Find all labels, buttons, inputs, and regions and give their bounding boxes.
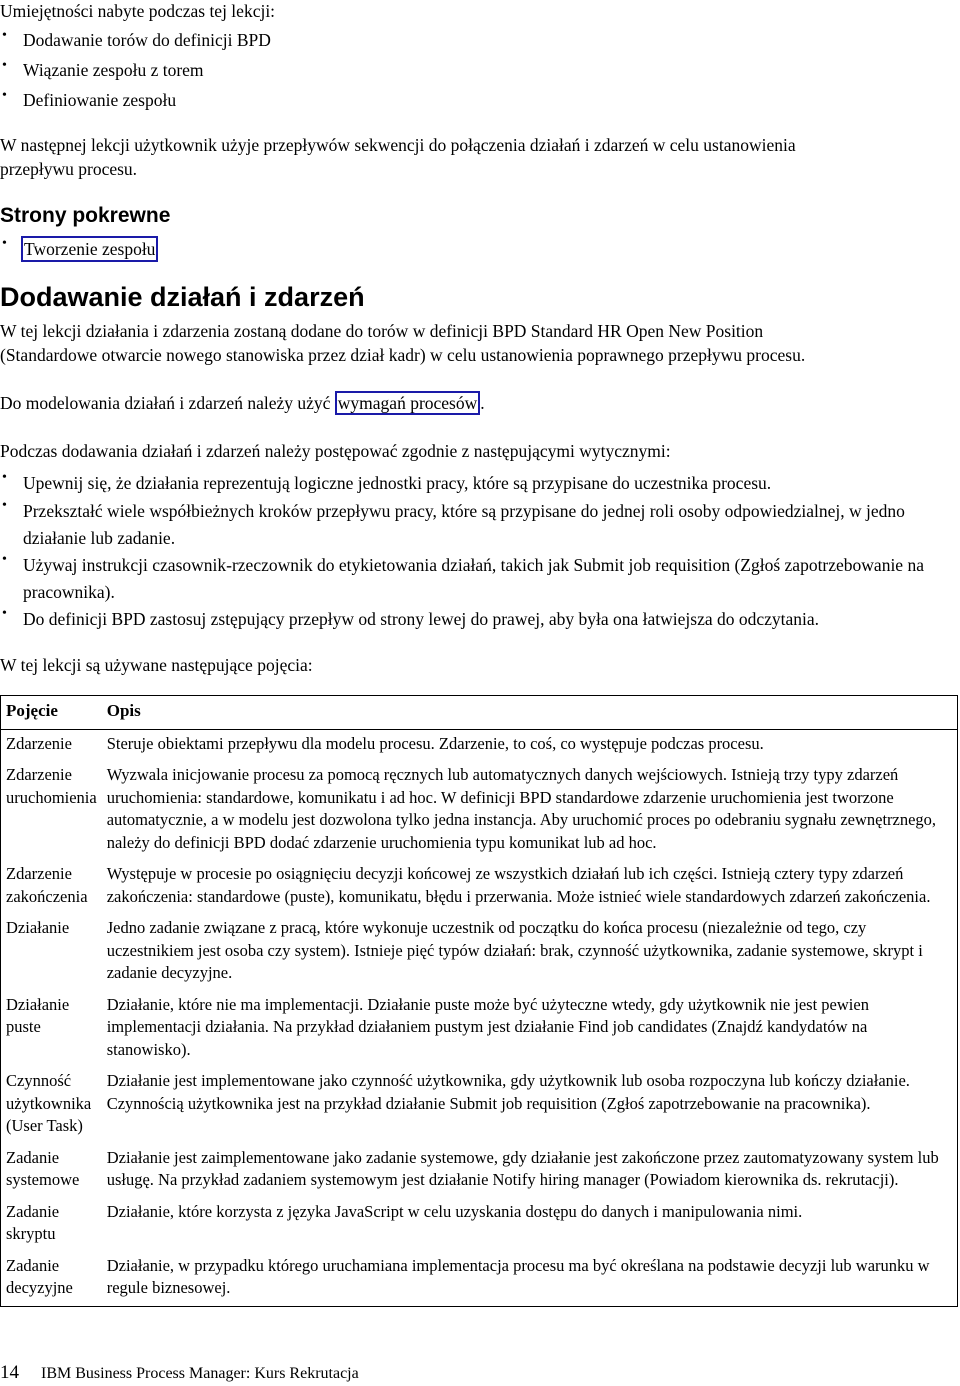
bullet-icon: •	[2, 58, 7, 73]
related-page-link[interactable]: Tworzenie zespołu	[21, 236, 158, 262]
desc-cell: Działanie, które korzysta z języka JavaScript w celu uzyskania dostępu do danych i manipulowania nimi.	[106, 1201, 803, 1221]
page-footer	[0, 1362, 359, 1384]
list-item	[0, 88, 960, 112]
term-cell: Działanie puste	[6, 994, 70, 1036]
table-row	[1, 860, 958, 914]
modeling-text	[0, 392, 960, 414]
table-row	[1, 914, 958, 991]
list-item-text: Dodawanie torów do definicji BPD	[23, 30, 271, 50]
desc-cell: Działanie, w przypadku którego uruchamiana implementacja procesu ma być określana na podstawie decyzji lub warunku w regule biznesowej.	[106, 1255, 930, 1297]
table-row	[1, 991, 958, 1068]
skills-heading: Umiejętności nabyte podczas tej lekcji:	[0, 1, 276, 21]
list-item-text: Do definicji BPD zastosuj zstępujący przepływ od strony lewej do prawej, aby była ona łatwiejsza do odczytania.	[23, 609, 820, 629]
desc-cell: Działanie jest implementowane jako czynność użytkownika, gdy użytkownik lub osoba rozpoczyna lub kończy działanie. Czynnością użytkownika jest na przykład działanie Submit job requisition (Zgłoś zapotrzebowanie na pracownika).	[106, 1071, 910, 1113]
desc-cell: Jedno zadanie związane z pracą, które wykonuje uczestnik od początku do końca procesu (niezależnie od tego, czy uczestnikiem jest osoba czy system). Istnieje pięć typów działań: brak, czynność użytkownika, zadanie systemowe, skrypt i zadanie decyzyjne.	[106, 918, 923, 982]
table-row	[1, 1067, 958, 1144]
process-requirements-link[interactable]: wymagań procesów	[335, 391, 480, 415]
term-cell: Czynność użytkownika (User Task)	[6, 1071, 92, 1135]
term-cell: Zadanie systemowe	[6, 1147, 80, 1189]
desc-cell: Działanie, które nie ma implementacji. Działanie puste może być użyteczne wtedy, gdy użytkownik nie jest pewien implementacji działania. Na przykład działaniem pustym jest działanie Find job candidates (Znajdź kandydatów na stanowisko).	[106, 994, 869, 1059]
next-lesson-text-cont: przepływu procesu.	[0, 159, 138, 179]
table-row	[1, 729, 958, 761]
section-title: Dodawanie działań i zdarzeń	[0, 282, 365, 312]
guidelines-intro: Podczas dodawania działań i zdarzeń należy postępować zgodnie z następującymi wytycznymi:	[0, 441, 671, 461]
book-title: IBM Business Process Manager: Kurs Rekrutacja	[41, 1365, 359, 1382]
bullet-icon: •	[2, 88, 7, 103]
table-row	[1, 761, 958, 860]
table-row	[1, 1198, 958, 1252]
modeling-suffix: .	[480, 393, 485, 413]
table-header-row	[1, 696, 958, 730]
list-item	[0, 58, 960, 82]
desc-cell: Wyzwala inicjowanie procesu za pomocą ręcznych lub automatycznych danych wejściowych. Istnieją trzy typy zdarzeń uruchomienia: standardowe, komunikatu i ad hoc. W definicji BPD standardowe zdarzenie uruchomienia jest tworzone automatycznie, a w modelu jest dozwolona tylko jedna instancja. Aby uruchomić proces po odebraniu sygnału zewnętrznego, należy do definicji BPD dodać zdarzenie uruchomienia typu komunikat lub ad hoc.	[106, 765, 937, 852]
next-lesson-text: W następnej lekcji użytkownik użyje przepływów sekwencji do połączenia działań i zdarzeń w celu ustanowienia	[0, 135, 796, 155]
list-item-text: Wiązanie zespołu z torem	[23, 60, 204, 80]
table-row	[1, 1144, 958, 1198]
bullet-icon: •	[2, 236, 7, 251]
desc-cell: Występuje w procesie po osiągnięciu decyzji końcowej ze wszystkich działań lub ich części. Istnieją cztery typy zdarzeń zakończenia: standardowe (puste), komunikatu, błędu i przerwania. Może istnieć wiele standardowych zdarzeń zakończenia.	[106, 864, 931, 906]
related-pages-heading: Strony pokrewne	[0, 204, 171, 227]
modeling-prefix: Do modelowania działań i zdarzeń należy użyć	[0, 393, 331, 413]
related-link-item	[0, 236, 960, 262]
table-header-term: Pojęcie	[6, 701, 58, 720]
term-cell: Zadanie skryptu	[6, 1201, 60, 1243]
bullet-icon: •	[2, 470, 7, 485]
bullet-icon: •	[2, 498, 7, 513]
bullet-icon: •	[2, 28, 7, 43]
list-item	[0, 28, 960, 52]
table-row	[1, 1252, 958, 1307]
terms-table	[0, 695, 958, 1307]
section-intro-cont: (Standardowe otwarcie nowego stanowiska przez dział kadr) w celu ustanowienia poprawnego przepływu procesu.	[0, 345, 806, 365]
section-intro: W tej lekcji działania i zdarzenia zostaną dodane do torów w definicji BPD Standard HR Open New Position	[0, 321, 764, 341]
list-item-text: Przekształć wiele współbieżnych kroków przepływu pracy, które są przypisane do jednej roli osoby odpowiedzialnej, w jedno działanie lub zadanie.	[23, 501, 905, 548]
list-item-text: Upewnij się, że działania reprezentują logiczne jednostki pracy, które są przypisane do uczestnika procesu.	[23, 473, 772, 493]
term-cell: Zdarzenie uruchomienia	[6, 765, 97, 807]
desc-cell: Steruje obiektami przepływu dla modelu procesu. Zdarzenie, to coś, co występuje podczas procesu.	[106, 733, 764, 753]
table-header-desc: Opis	[106, 701, 141, 720]
bullet-icon: •	[2, 552, 7, 567]
list-item-text: Używaj instrukcji czasownik-rzeczownik do etykietowania działań, takich jak Submit job requisition (Zgłoś zapotrzebowanie na pracownika).	[23, 555, 924, 602]
term-cell: Działanie	[6, 918, 70, 937]
page-number: 14	[0, 1362, 19, 1383]
term-cell: Zdarzenie	[6, 733, 72, 753]
term-cell: Zdarzenie zakończenia	[6, 864, 88, 906]
terms-intro: W tej lekcji są używane następujące pojęcia:	[0, 655, 313, 675]
term-cell: Zadanie decyzyjne	[6, 1255, 73, 1297]
list-item-text: Definiowanie zespołu	[23, 90, 177, 110]
bullet-icon: •	[2, 606, 7, 621]
desc-cell: Działanie jest zaimplementowane jako zadanie systemowe, gdy działanie jest zakończone przez zautomatyzowany system lub usługę. Na przykład zadaniem systemowym jest działanie Notify hiring manager (Powiadom kierownika ds. rekrutacji).	[106, 1147, 939, 1189]
